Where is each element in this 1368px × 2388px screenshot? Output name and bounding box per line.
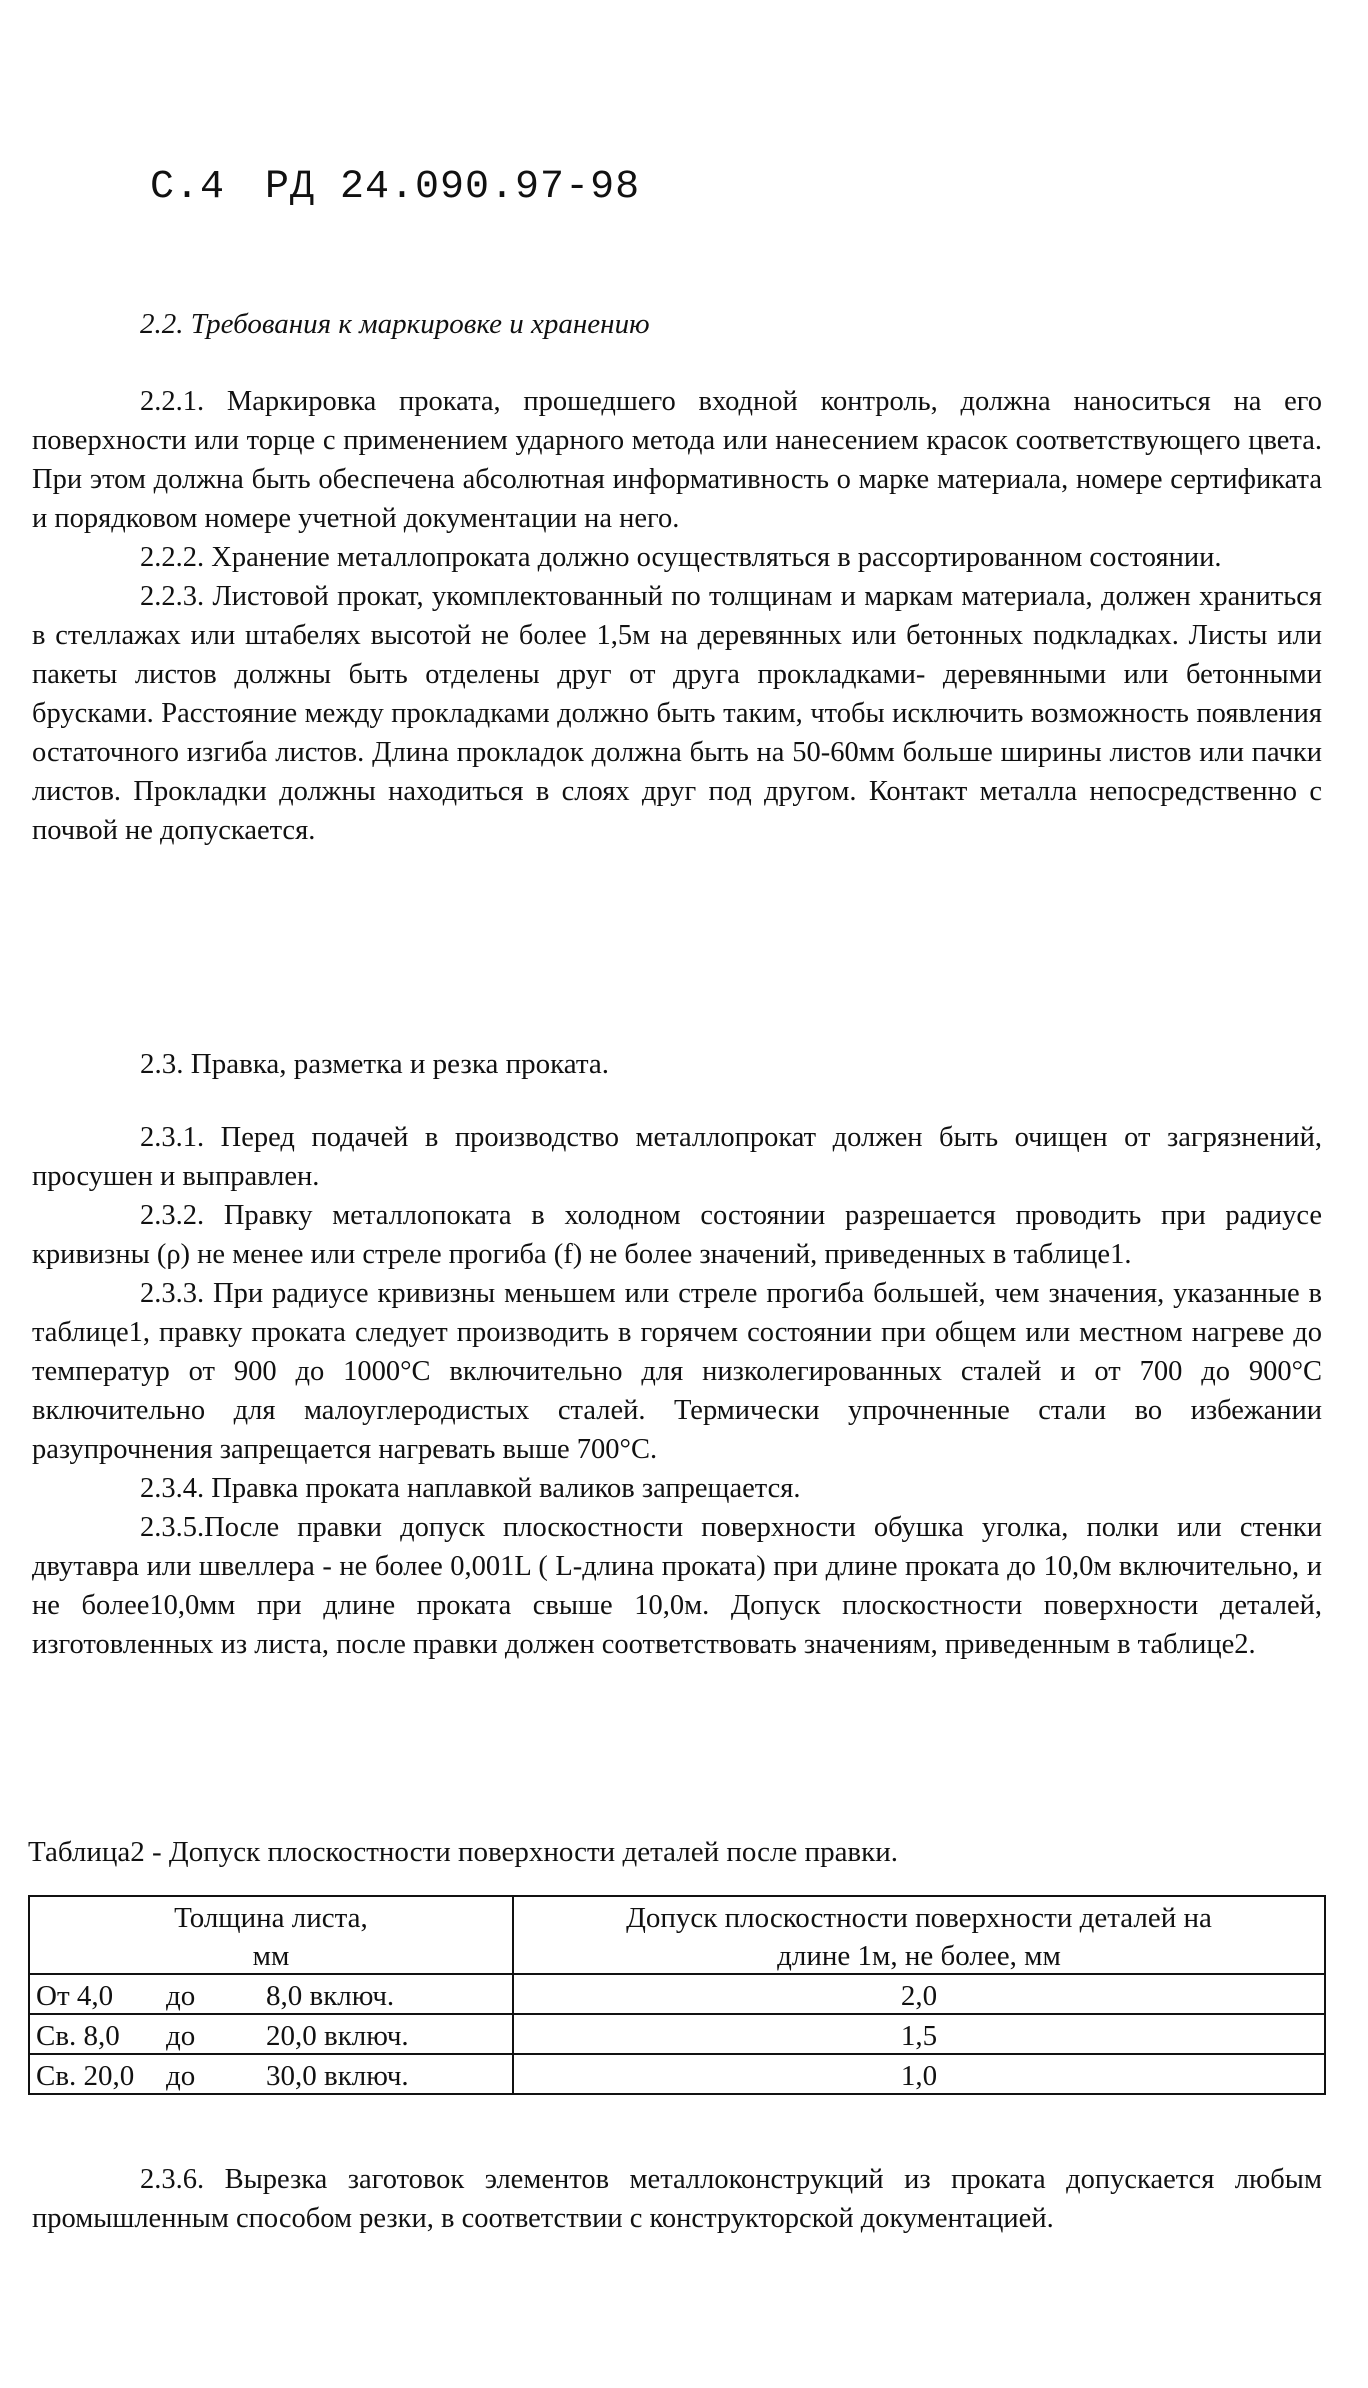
paragraph-2-2-1: 2.2.1. Маркировка проката, прошедшего входной контроль, должна наноситься на его поверхности или торце с применением ударного метода или нанесением красок соответствующего цвета. При этом должна быть обеспечена абсолютная информативность о марке материала, номере сертификата и порядковом номере учетной документации на него. [32, 386, 1322, 534]
col-tolerance-unit: длине 1м, не более, мм [513, 1935, 1325, 1974]
section-2-3-title: 2.3. Правка, разметка и резка проката. [140, 1048, 610, 1080]
tolerance-value: 1,5 [513, 2014, 1325, 2054]
section-2-3-6-body [32, 2160, 1322, 2238]
paragraph-2-3-1: 2.3.1. Перед подачей в производство металлопрокат должен быть очищен от загрязнений, просушен и выправлен. [32, 1122, 1322, 1192]
paragraph-2-3-6: 2.3.6. Вырезка заготовок элементов металлоконструкций из проката допускается любым промышленным способом резки, в соответствии с конструкторской документацией. [32, 2164, 1322, 2234]
page-number: С.4 [150, 165, 226, 210]
section-2-2-title: 2.2. Требования к маркировке и хранению [140, 308, 650, 340]
paragraph-2-3-3: 2.3.3. При радиусе кривизны меньшем или стреле прогиба большей, чем значения, указанные в таблице1, правку проката следует производить в горячем состоянии при общем или местном нагреве до температур от 900 до 1000°С включительно для низколегированных сталей и от 700 до 900°С включительно для малоуглеродистых сталей. Термически упрочненные стали во избежании разупрочнения запрещается нагревать выше 700°С. [32, 1278, 1322, 1465]
table-2-caption: Таблица2 - Допуск плоскостности поверхности деталей после правки. [28, 1836, 898, 1868]
paragraph-2-2-2: 2.2.2. Хранение металлопроката должно осуществляться в рассортированном состоянии. [140, 542, 1222, 573]
paragraph-2-3-5: 2.3.5.После правки допуск плоскостности поверхности обушка уголка, полки или стенки двутавра или швеллера - не более 0,001L ( L-длина проката) при длине проката до 10,0м включительно, и не более10,0мм при длине проката свыше 10,0м. Допуск плоскостности поверхности деталей, изготовленных из листа, после правки должен соответствовать значениям, приведенным в таблице2. [32, 1512, 1322, 1660]
thickness-range: Св. 8,0 до 20,0 включ. [29, 2014, 513, 2054]
thickness-range: От 4,0 до 8,0 включ. [29, 1974, 513, 2014]
page-header [150, 165, 640, 210]
col-thickness-unit: мм [29, 1935, 513, 1974]
section-2-3-body [32, 1118, 1322, 1664]
col-thickness-header: Толщина листа, [29, 1896, 513, 1935]
col-tolerance-header: Допуск плоскостности поверхности деталей на [513, 1896, 1325, 1935]
paragraph-2-3-2: 2.3.2. Правку металлопоката в холодном состоянии разрешается проводить при радиусе кривизны (ρ) не менее или стреле прогиба (f) не более значений, приведенных в таблице1. [32, 1200, 1322, 1270]
tolerance-value: 2,0 [513, 1974, 1325, 2014]
section-2-2-body [32, 382, 1322, 850]
thickness-range: Св. 20,0 до 30,0 включ. [29, 2054, 513, 2094]
document-code: РД 24.090.97-98 [265, 165, 641, 210]
tolerance-value: 1,0 [513, 2054, 1325, 2094]
paragraph-2-2-3: 2.2.3. Листовой прокат, укомплектованный по толщинам и маркам материала, должен храниться в стеллажах или штабелях высотой не более 1,5м на деревянных или бетонных подкладках. Листы или пакеты листов должны быть отделены друг от друга прокладками- деревянными или бетонными брусками. Расстояние между прокладками должно быть таким, чтобы исключить возможность появления остаточного изгиба листов. Длина прокладок должна быть на 50-60мм больше ширины листов или пачки листов. Прокладки должны находиться в слоях друг под другом. Контакт металла непосредственно с почвой не допускается. [32, 581, 1322, 846]
paragraph-2-3-4: 2.3.4. Правка проката наплавкой валиков запрещается. [140, 1473, 801, 1504]
table-row [29, 1974, 1325, 2014]
table-row [29, 2054, 1325, 2094]
table-row [29, 2014, 1325, 2054]
table-2 [28, 1895, 1326, 2095]
